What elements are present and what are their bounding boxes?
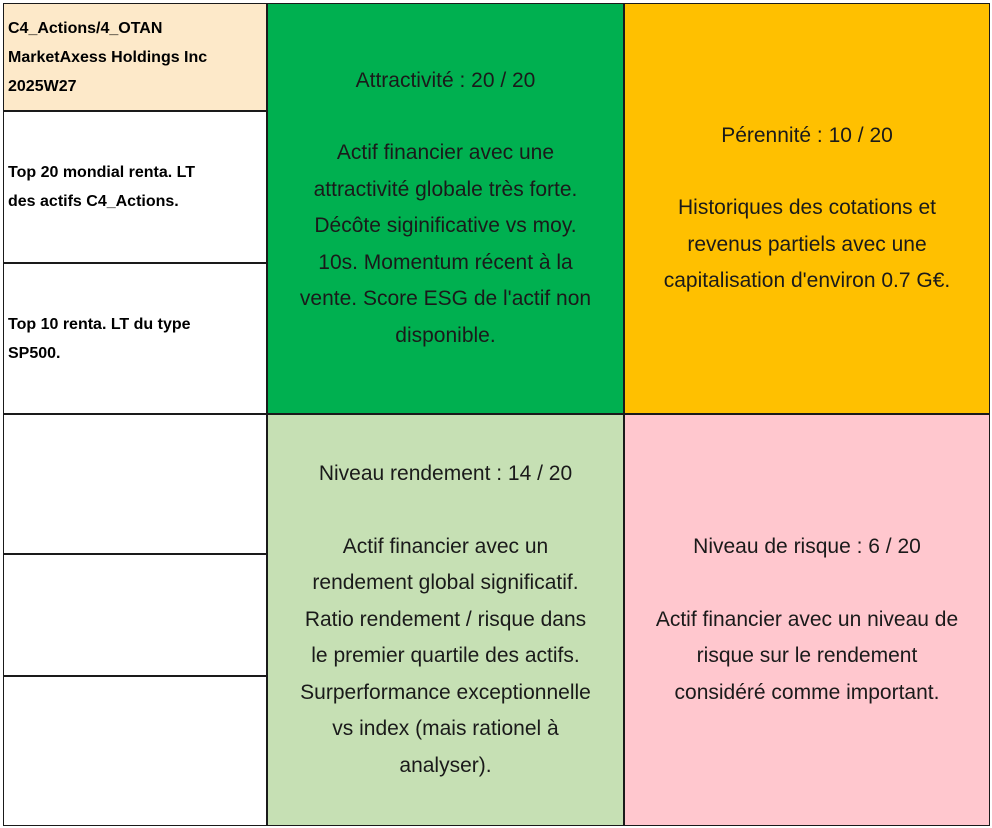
empty-cell-2 bbox=[3, 554, 267, 676]
rendement-line: vs index (mais rationel à bbox=[332, 717, 559, 740]
asset-category: C4_Actions/4_OTAN bbox=[8, 19, 163, 37]
rank-world-line-1: Top 20 mondial renta. LT bbox=[8, 164, 195, 181]
rank-world-text bbox=[8, 158, 195, 216]
rank-type-cell bbox=[3, 263, 267, 414]
perennite-cell bbox=[624, 3, 990, 414]
rank-world-cell bbox=[3, 111, 267, 263]
attractivite-cell bbox=[267, 3, 624, 414]
rendement-line: analyser). bbox=[399, 753, 492, 777]
attractivite-line: 10s. Momentum récent à la bbox=[318, 250, 573, 274]
asset-week: 2025W27 bbox=[8, 77, 77, 95]
rendement-line: Surperformance exceptionnelle bbox=[300, 680, 591, 704]
rendement-line: Ratio rendement / risque dans bbox=[304, 607, 587, 631]
asset-name: MarketAxess Holdings Inc bbox=[8, 48, 208, 66]
perennite-line: revenus partiels avec une bbox=[687, 232, 927, 256]
rank-world-line-2: des actifs C4_Actions. bbox=[8, 193, 179, 210]
empty-cell-1 bbox=[3, 414, 267, 554]
attractivite-line: disponible. bbox=[395, 323, 496, 347]
perennite-line: Historiques des cotations et bbox=[678, 196, 936, 219]
attractivite-line: attractivité globale très forte. bbox=[313, 177, 578, 201]
attractivite-line: Actif financier avec une bbox=[336, 141, 555, 165]
attractivite-line: vente. Score ESG de l'actif non bbox=[299, 287, 592, 311]
asset-header-cell bbox=[3, 3, 267, 111]
asset-header-text bbox=[8, 14, 207, 101]
empty-cell-3 bbox=[3, 676, 267, 826]
perennite-line: capitalisation d'environ 0.7 G€. bbox=[663, 269, 951, 292]
rendement-title: Niveau rendement : 14 / 20 bbox=[318, 462, 573, 485]
rendement-line: Actif financier avec un bbox=[342, 534, 549, 558]
risque-title: Niveau de risque : 6 / 20 bbox=[693, 535, 921, 558]
rank-type-line-2: SP500. bbox=[8, 344, 61, 362]
perennite-body bbox=[664, 190, 951, 300]
attractivite-body bbox=[300, 135, 591, 354]
rendement-cell bbox=[267, 414, 624, 826]
rendement-line: le premier quartile des actifs. bbox=[311, 644, 580, 667]
risque-line: considéré comme important. bbox=[674, 680, 940, 704]
rendement-body bbox=[300, 529, 591, 785]
attractivite-title: Attractivité : 20 / 20 bbox=[355, 68, 536, 92]
risque-cell bbox=[624, 414, 990, 826]
risque-line: Actif financier avec un niveau de bbox=[655, 607, 959, 631]
attractivite-line: Décôte siginificative vs moy. bbox=[314, 214, 577, 238]
rank-type-text bbox=[8, 310, 191, 368]
rendement-line: rendement global significatif. bbox=[312, 571, 579, 594]
risque-line: risque sur le rendement bbox=[696, 644, 918, 667]
risque-body bbox=[656, 602, 958, 712]
perennite-title: Pérennité : 10 / 20 bbox=[721, 123, 893, 147]
rank-type-line-1: Top 10 renta. LT du type bbox=[8, 315, 191, 333]
